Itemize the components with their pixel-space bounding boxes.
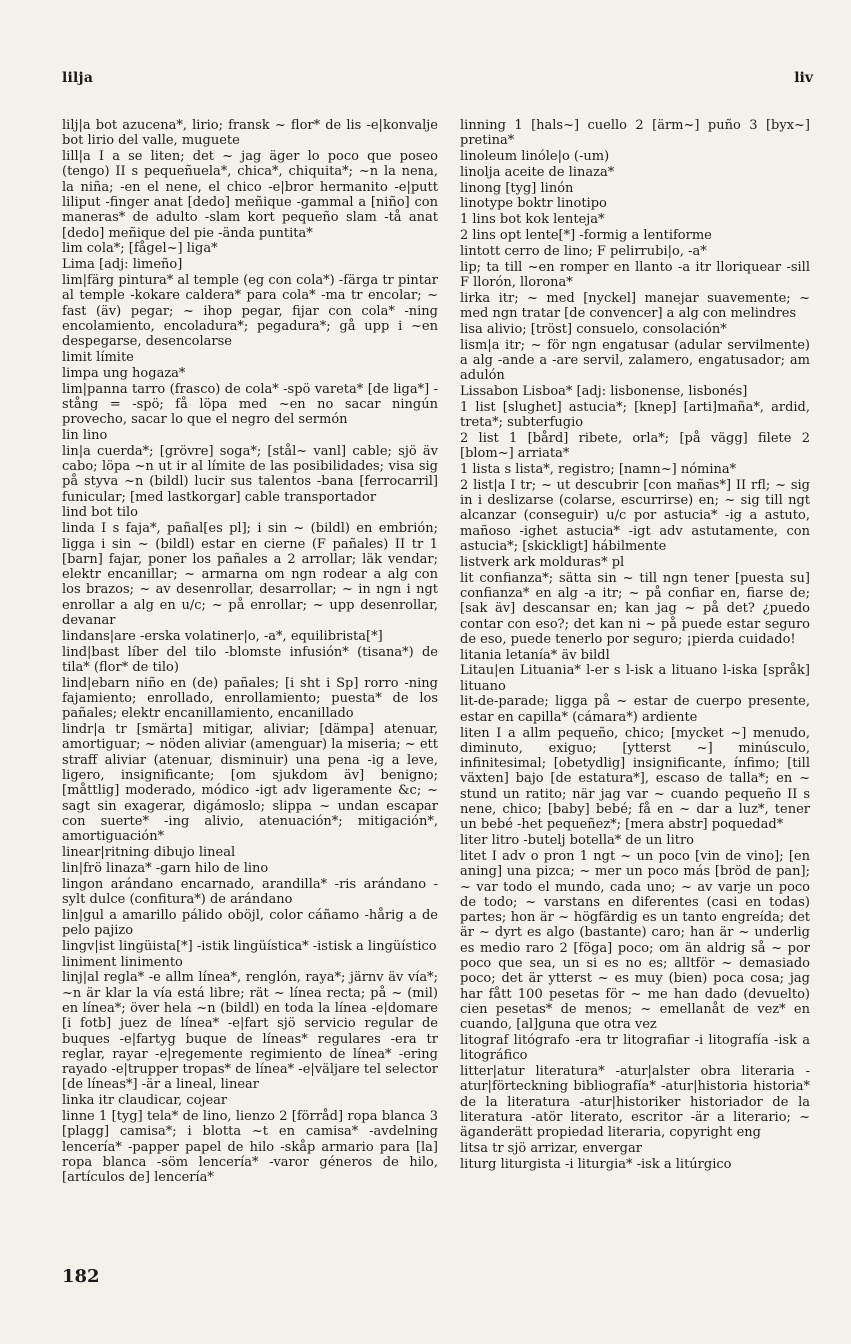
- entry: lirka itr; ~ med [nyckel] manejar suavemente; ~ med ngn tratar [de convencer] a alg con melindres: [460, 290, 810, 322]
- entry: lilj|a bot azucena*, lirio; fransk ~ flor* de lis -e|konvalje bot lirio del valle, muguete: [62, 118, 438, 149]
- entry: lisa alivio; [tröst] consuelo, consolación*: [460, 321, 727, 337]
- entry: liter litro -butelj botella* de un litro: [460, 833, 694, 849]
- entry: linear|ritning dibujo lineal: [62, 844, 236, 860]
- entry: 1 lista s lista*, registro; [namn~] nómina*: [460, 462, 737, 478]
- entry: lindr|a tr [smärta] mitigar, aliviar; [dämpa] atenuar, amortiguar; ~ nöden aliviar (amenguar) la miseria; ~ ett straff aliviar (atenuar, disminuir) una pena -ig a leve, ligero, insignificante; [om sjukdom äv] benigno; [måttlig] moderado, módico -igt adv ligeramente &c; ~ sagt sin exagerar, digámoslo; slippa ~ undan escapar con suerte* -ing alivio, atenuación*; mitigación*, amortiguación*: [62, 722, 438, 845]
- entry: lim|panna tarro (frasco) de cola* -spö vareta* [de liga*] -stång = -spö; få löpa med ~en no sacar ningún provecho, sacar lo que el negro del sermón: [62, 381, 438, 428]
- entry: linning 1 [hals~] cuello 2 [ärm~] puño 3 [byx~] pretina*: [460, 118, 810, 149]
- entry: linolja aceite de linaza*: [460, 164, 615, 180]
- entry: Litau|en Lituania* l-er s l-isk a lituano l-iska [språk] lituano: [460, 663, 810, 694]
- entry: liten I a allm pequeño, chico; [mycket ~] menudo, diminuto, exiguo; [ytterst ~] minúsculo, infinitesimal; [obetydlig] insignificante, ínfimo; [till växten] bajo [de estatura*], escaso de talla*; en ~ stund un ratito; när jag var ~ cuando pequeño II s nene, chico; [baby] bebé; få en ~ dar a luz*, tener un bebé -het pequeñez*; [mera abstr] poquedad*: [460, 725, 810, 833]
- entry: lin|gul a amarillo pálido oböjl, color cáñamo -hårig a de pelo pajizo: [62, 907, 438, 938]
- entry: linj|al regla* -e allm línea*, renglón, raya*; järnv äv vía*; ~n är klar la vía está libre; rät ~ línea recta; på ~ (mil) en línea*; över hela ~n (bildl) en toda la línea -e|domare [i fotb] juez de línea* -e|fart sjö servicio regular de buques -e|fartyg buque de líneas* regulares -era tr reglar, rayar -e|regemente regimiento de línea* -ering rayado -e|trupper tropas* de línea* -e|väljare tel selector [de líneas*] -är a lineal, linear: [62, 970, 438, 1093]
- entry: litter|atur literatura* -atur|alster obra literaria -atur|förteckning bibliografía* -atur|historia historia* de la literatura -atur|historiker historiador de la literatura -atör literato, escritor -är a literario; ~ äganderätt propiedad literaria, copyright eng: [460, 1064, 810, 1141]
- entry: lin|frö linaza* -garn hilo de lino: [62, 860, 269, 876]
- entry: limpa ung hogaza*: [62, 365, 186, 381]
- entry: lind|ebarn niño en (de) pañales; [i sht i Sp] rorro -ning fajamiento; enrollado, enrollamiento; puesta* de los pañales; elektr encanillamiento, encanillado: [62, 675, 438, 722]
- entry: litania letanía* äv bildl: [460, 647, 610, 663]
- entry: 1 lins bot kok lenteja*: [460, 212, 605, 228]
- entry: linka itr claudicar, cojear: [62, 1093, 228, 1109]
- entry: lip; ta till ~en romper en llanto -a itr lloriquear -sill F llorón, llorona*: [460, 259, 810, 290]
- entry: 2 list 1 [bård] ribete, orla*; [på vägg] filete 2 [blom~] arriata*: [460, 430, 810, 462]
- entry: litograf litógrafo -era tr litografiar -i litografía -isk a litográfico: [460, 1033, 810, 1064]
- entry: Lissabon Lisboa* [adj: lisbonense, lisbonés]: [460, 384, 748, 400]
- entry: limit límite: [62, 349, 134, 365]
- entry: lindans|are -erska volatiner|o, -a*, equilibrista[*]: [62, 628, 383, 644]
- entry: lind|bast líber del tilo -blomste infusión* (tisana*) de tila* (flor* de tilo): [62, 644, 438, 675]
- entry: 1 list [slughet] astucia*; [knep] [arti]maña*, ardid, treta*; subterfugio: [460, 399, 810, 431]
- entry: lit confianza*; sätta sin ~ till ngn tener [puesta su] confianza* en alg -a itr; ~ på confiar en, fiarse de; [sak äv] descansar en; kan jag ~ på det? ¿puedo contar con eso?; det kan ni ~ på puede estar seguro de eso, puede tenerlo por seguro; ¡pierda cuidado!: [460, 570, 810, 647]
- entry: linoleum linóle|o (-um): [460, 149, 610, 165]
- right-column: [460, 118, 810, 1173]
- entry: lintott cerro de lino; F pelirrubi|o, -a*: [460, 243, 707, 259]
- entry: lind bot tilo: [62, 505, 139, 521]
- entry: linotype boktr linotipo: [460, 196, 607, 212]
- entry: lim|färg pintura* al temple (eg con cola*) -färga tr pintar al temple -kokare caldera* para cola* -ma tr encolar; ~ fast (äv) pegar; ~ ihop pegar, fijar con cola* -ning encolamiento, encoladura*; pegadura*; gå upp i ~en despegarse, desencolarse: [62, 272, 438, 350]
- entry: lingon arándano encarnado, arandilla* -ris arándano -sylt dulce (confitura*) de arándano: [62, 876, 438, 907]
- entry: linda I s faja*, pañal[es pl]; i sin ~ (bildl) en embrión; ligga i sin ~ (bildl) estar en cierne (F pañales) II tr 1 [barn] fajar, poner los pañales a 2 arrollar; läk vendar; elektr encanillar; ~ armarna om ngn rodear a alg con los brazos; ~ av desenrollar, desarrollar; ~ in ngn i ngt enrollar a alg en u/c; ~ på enrollar; ~ upp desenrollar, devanar: [62, 521, 438, 628]
- entry: listverk ark molduras* pl: [460, 554, 625, 570]
- running-head-right: liv: [794, 70, 813, 86]
- entry: liturg liturgista -i liturgia* -isk a litúrgico: [460, 1156, 732, 1172]
- left-column: [62, 118, 438, 1186]
- entry: lin lino: [62, 427, 108, 443]
- entry: litsa tr sjö arrizar, envergar: [460, 1141, 642, 1157]
- entry: Lima [adj: limeño]: [62, 257, 183, 273]
- entry: lism|a itr; ~ för ngn engatusar (adular servilmente) a alg -ande a -are servil, zalamero, engatusador; am adulón: [460, 337, 810, 384]
- page-number: 182: [62, 1266, 100, 1287]
- entry: lingv|ist lingüista[*] -istik lingüística* -istisk a lingüístico: [62, 938, 437, 954]
- entry: 2 lins opt lente[*] -formig a lentiforme: [460, 228, 712, 244]
- entry: linong [tyg] linón: [460, 180, 574, 196]
- entry: linne 1 [tyg] tela* de lino, lienzo 2 [förråd] ropa blanca 3 [plagg] camisa*; i blotta ~t en camisa* -avdelning lencería* -papper papel de hilo -skåp armario para [la] ropa blanca -söm lencería* -varor géneros de hilo, [artículos de] lencería*: [62, 1109, 438, 1186]
- entry: liniment linimento: [62, 954, 183, 970]
- entry: litet I adv o pron 1 ngt ~ un poco [vin de vino]; [en aning] una pizca; ~ mer un poco más [bröd de pan]; ~ var todo el mundo, cada uno; ~ av varje un poco de todo; ~ varstans en diferentes (casi en todas) partes; hon är ~ högfärdig es un tanto engreída; det är ~ dyrt es algo (bastante) caro; han är ~ underlig es medio raro 2 [föga] poco; om än aldrig så ~ por poco que sea, un si es no es; alltför ~ demasiado poco; det är ytterst ~ es muy (bien) poca cosa; jag har fått 100 pesetas för ~ me han dado (devuelto) cien pesetas* de menos; ~ emellanåt de vez* en cuando, [al]guna que otra vez: [460, 848, 810, 1033]
- entry: lim cola*; [fågel~] liga*: [62, 241, 218, 257]
- running-head-left: lilja: [62, 70, 94, 86]
- entry: lill|a I a se liten; det ~ jag äger lo poco que poseo (tengo) II s pequeñuela*, chica*, chiquita*; ~n la nena, la niña; -en el nene, el chico -e|bror hermanito -e|putt liliput -finger anat [dedo] meñique -gammal a [niño] con maneras* de adulto -slam kort pequeño slam -tå anat [dedo] meñique del pie -ända puntita*: [62, 149, 438, 241]
- entry: lit-de-parade; ligga på ~ estar de cuerpo presente, estar en capilla* (cámara*) ardiente: [460, 694, 810, 725]
- entry: 2 list|a I tr; ~ ut descubrir [con mañas*] II rfl; ~ sig in i deslizarse (colarse, escurrirse) en; ~ sig till ngt alcanzar (conseguir) u/c por astucia* -ig a astuto, mañoso -ighet astucia* -igt adv astutamente, con astucia*; [skickligt] hábilmente: [460, 477, 810, 555]
- entry: lin|a cuerda*; [grövre] soga*; [stål~ vanl] cable; sjö äv cabo; löpa ~n ut ir al límite de las posibilidades; visa sig på styva ~n (bildl) lucir sus talentos -bana [ferrocarril] funicular; [med lastkorgar] cable transportador: [62, 443, 438, 505]
